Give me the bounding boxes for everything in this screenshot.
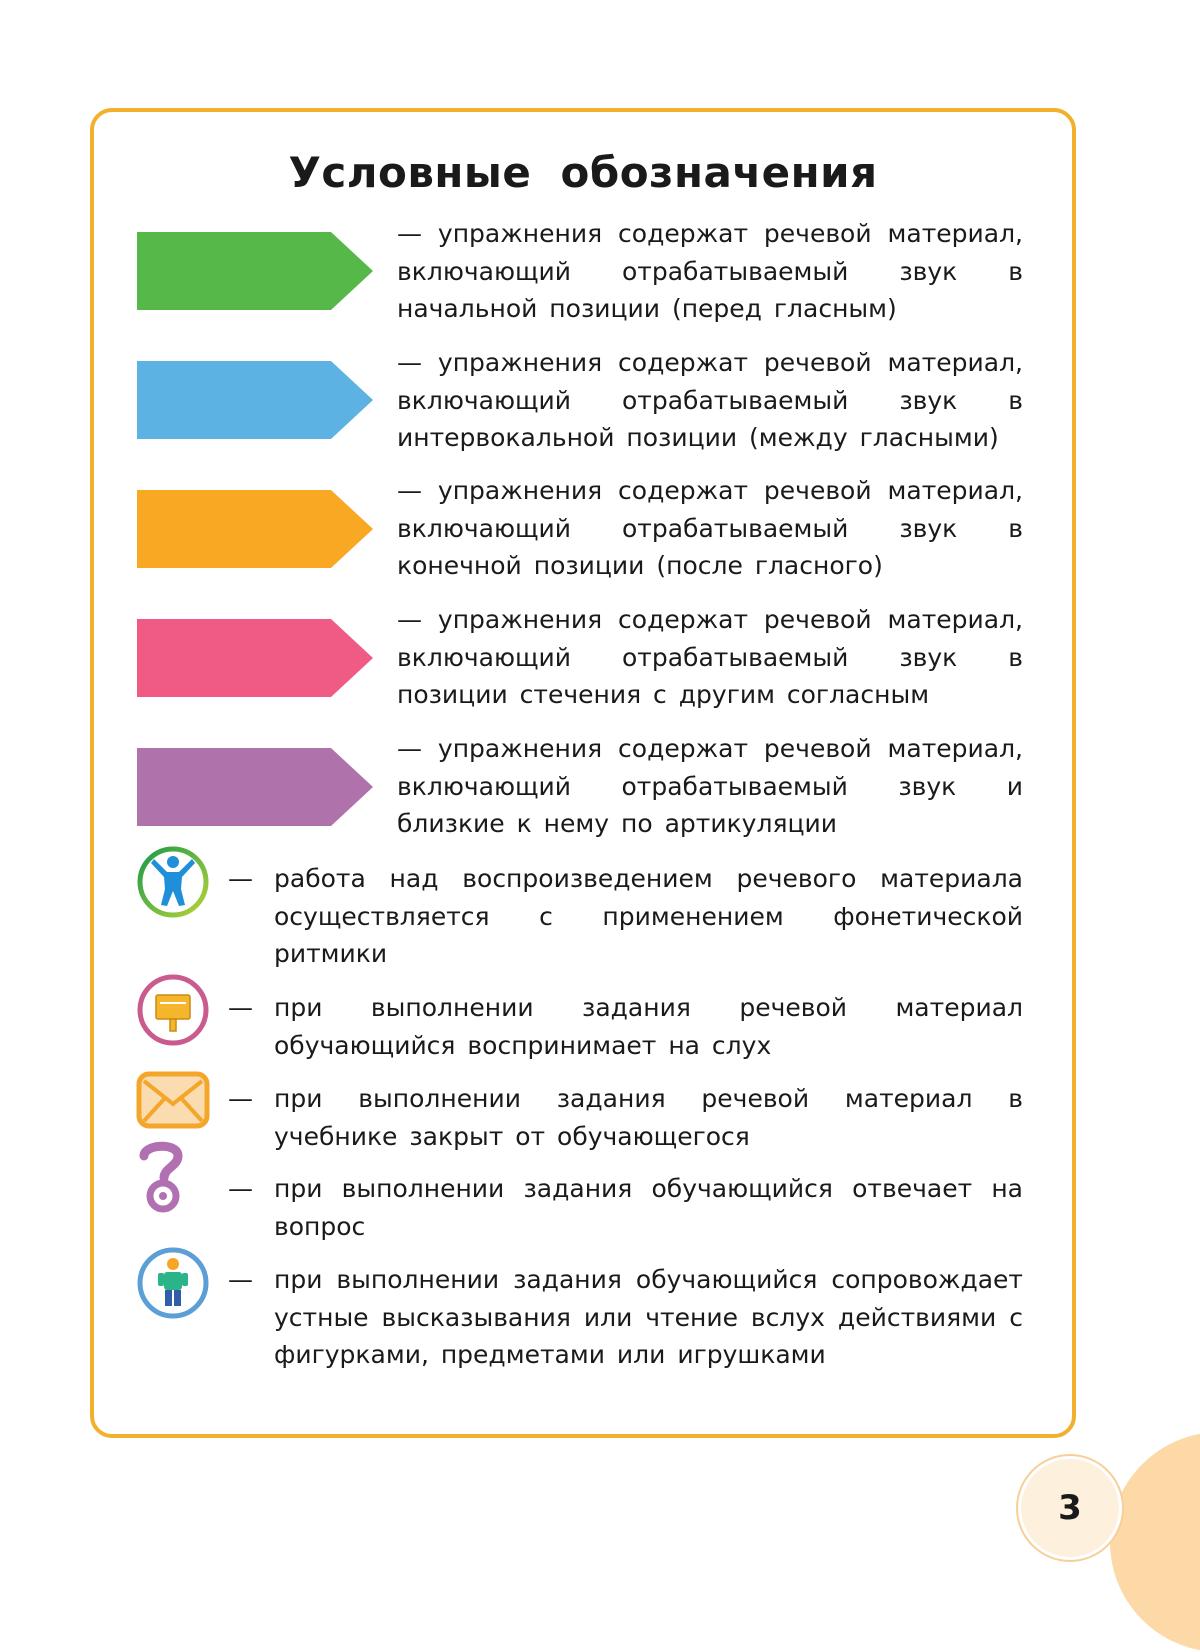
rhythmics-figure-icon [136,845,210,919]
green-arrow-icon [137,232,373,310]
pink-arrow-icon [137,619,373,697]
question-mark-icon [136,1140,192,1214]
blue-arrow-icon [137,361,373,439]
dash: — [228,864,253,893]
legend-text-initial: — упражнения содержат речевой материал, включающий отрабатываемый звук в начальной позиции (перед гласным) [397,219,1023,324]
page-number: 3 [1058,1488,1082,1528]
legend-text-question: при выполнении задания обучающийся отвечает на вопрос [274,1174,1023,1241]
purple-arrow-shape [137,748,373,826]
pink-arrow-shape [137,619,373,697]
legend-text-listening: при выполнении задания речевой материал обучающийся воспринимает на слух [274,993,1023,1060]
purple-arrow-icon [137,748,373,826]
green-arrow-shape [137,232,373,310]
page-number-badge [1018,1456,1122,1560]
dash: — [228,1084,253,1113]
legend-text-articulation: — упражнения содержат речевой материал, включающий отрабатываемый звук и близкие к нему по артикуляции [397,734,1023,839]
legend-text-hidden: при выполнении задания речевой материал в учебнике закрыт от обучающегося [274,1084,1023,1151]
orange-arrow-icon [137,490,373,568]
legend-text-intervocalic: — упражнения содержат речевой материал, включающий отрабатываемый звук в интервокальной позиции (между гласными) [397,348,1023,453]
legend-text-cluster: — упражнения содержат речевой материал, включающий отрабатываемый звук в позиции стечения с другим согласным [397,605,1023,710]
envelope-icon [136,1071,210,1129]
page-title: Условные обозначения [288,148,878,197]
legend-text-rhythmics: работа над воспроизведением речевого материала осуществляется с применением фонетической ритмики [274,864,1023,969]
dash: — [228,1174,253,1203]
figurine-icon [136,1246,210,1320]
legend-text-final: — упражнения содержат речевой материал, включающий отрабатываемый звук в конечной позиции (после гласного) [397,476,1023,581]
dash: — [228,1265,253,1294]
dash: — [228,993,253,1022]
legend-text-figurines: при выполнении задания обучающийся сопровождает устные высказывания или чтение вслух действиями с фигурками, предметами или игрушками [274,1265,1023,1370]
blue-arrow-shape [137,361,373,439]
orange-arrow-shape [137,490,373,568]
page-corner-decoration [1110,1432,1200,1652]
screen-sign-icon [136,973,210,1047]
